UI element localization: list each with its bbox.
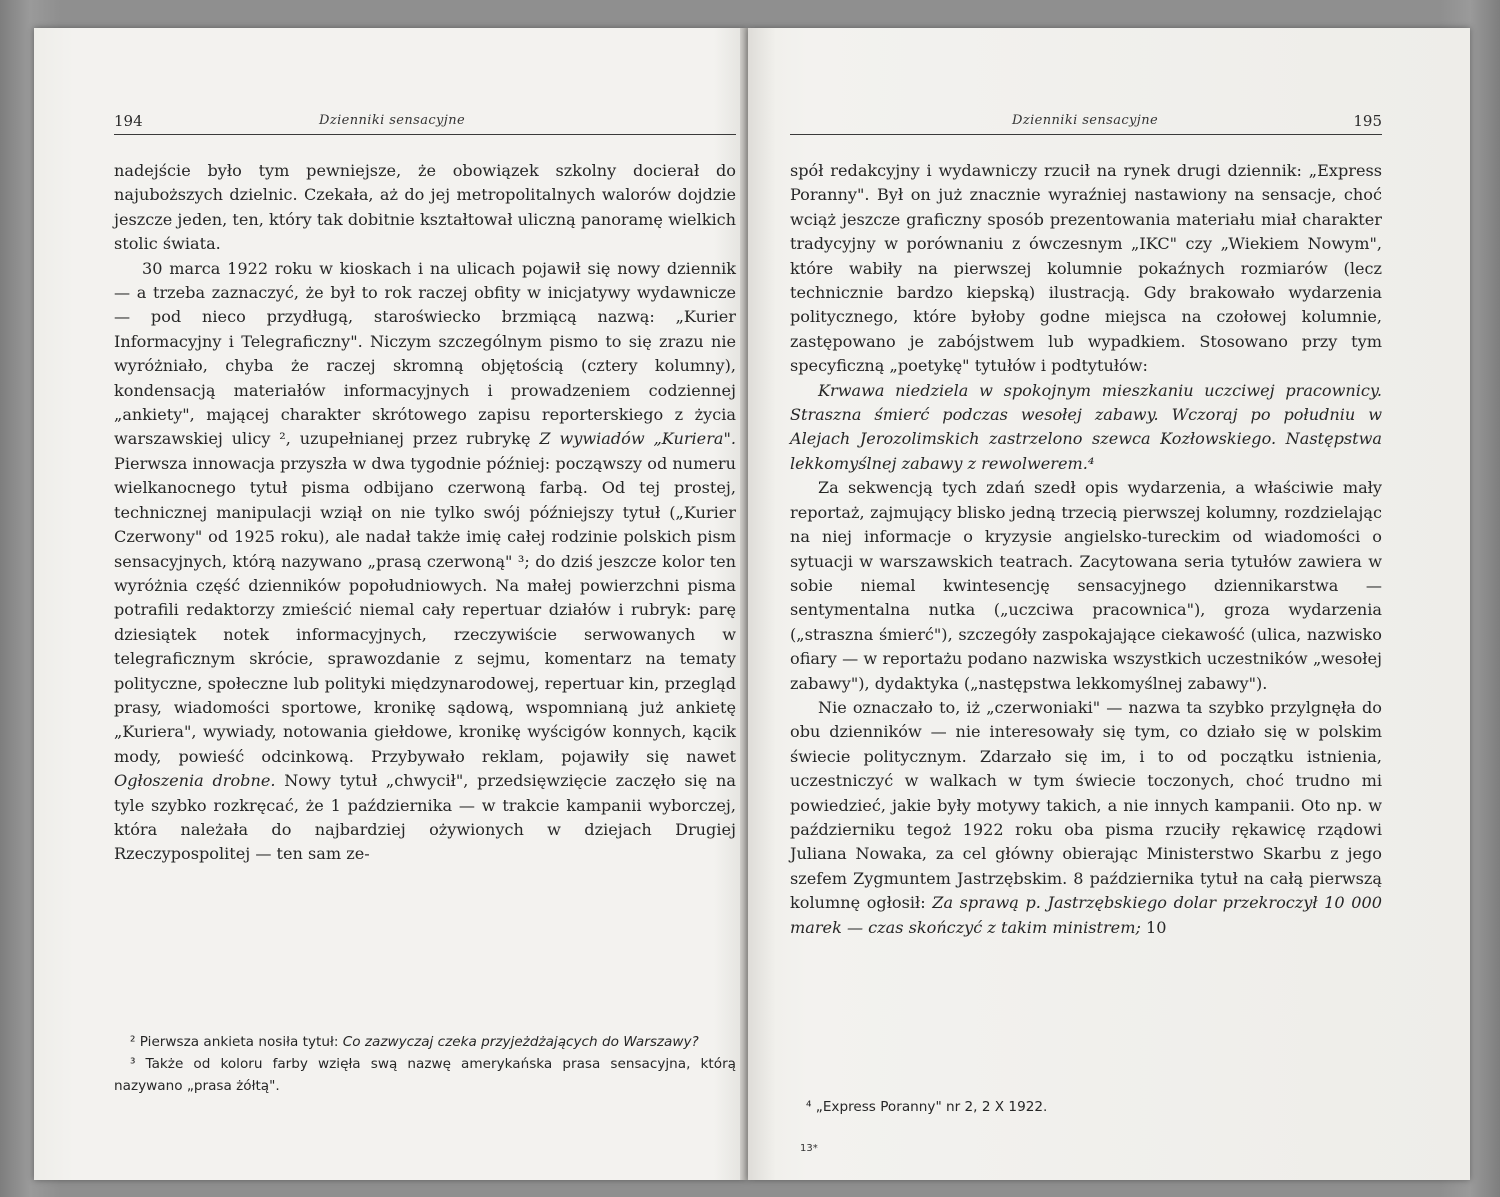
footnote-2: ² Pierwsza ankieta nosiła tytuł: Co zazwyczaj czeka przyjeżdżających do Warszawy? — [130, 1034, 699, 1050]
paragraph: Nie oznaczało to, iż „czerwoniaki" — nazwa ta szybko przylgnęła do obu dzienników — nie interesowały się tym, co działo się w polskim świecie politycznym. Zdarzało się im, i to od początku istnienia, uczestniczyć w walkach w tym świecie toczonych, choć trudno mi powiedzieć, jakie były motywy takich, a nie innych kampanii. Oto np. w październiku tegoż 1922 roku oba pisma rzuciły rękawicę rządowi Juliana Nowaka, za cel główny obierając Ministerstwo Skarbu z jego szefem Zygmuntem Jastrzębskim. 8 października tytuł na całą pierwszą kolumnę ogłosił: Za sprawą p. Jastrzębskiego dolar przekroczył 10 000 marek — czas skończyć z takim ministrem; 10 — [790, 697, 1382, 937]
headline-quote: Krwawa niedziela w spokojnym mieszkaniu uczciwej pracownicy. Straszna śmierć podczas wesołej zabawy. Wczoraj po południu w Alejach Jerozolimskich zastrzelono szewca Kozłowskiego. Następstwa lekkomyślnej zabawy z rewolwerem.⁴ — [790, 380, 1382, 473]
paragraph: 30 marca 1922 roku w kioskach i na ulicach pojawił się nowy dziennik — a trzeba zaznaczyć, że był to rok raczej obfity w inicjatywy wydawnicze — pod nieco przydługą, staroświecko brzmiącą nazwą: „Kurier Informacyjny i Telegraficzny". Niczym szczególnym pismo to się zrazu nie wyróżniało, chyba że raczej skromną objętością (cztery kolumny), kondensacją materiałów informacyjnych i prowadzeniem codziennej „ankiety", mającej charakter skrótowego zapisu reporterskiego z życia warszawskiej ulicy ², uzupełnianej przez rubrykę Z wywiadów „Kuriera". Pierwsza innowacja przyszła w dwa tygodnie później: począwszy od numeru wielkanocnego tytuł pisma odbijano czerwoną farbą. Od tej prostej, technicznej manipulacji wziął on nie tylko swój późniejszy tytuł („Kurier Czerwony" od 1925 roku), ale nadał także imię całej rodzinie polskich pism sensacyjnych, którą nazywano „prasą czerwoną" ³; do dziś jeszcze kolor ten wyróżnia część dzienników popołudniowych. Na małej powierzchni pisma potrafili redaktorzy zmieścić niemal cały repertuar działów i rubryk: parę dziesiątek notek informacyjnych, rzeczywiście serwowanych w telegraficznym skrócie, sprawozdanie z sejmu, komentarz na tematy polityczne, społeczne lub polityki międzynarodowej, repertuar kin, przegląd prasy, wiadomości sportowe, kronikę sądową, wspomnianą już ankietę „Kuriera", wywiady, notowania giełdowe, kronikę wyścigów konnych, kącik mody, powieść odcinkową. Przybywało reklam, pojawiły się nawet Ogłoszenia drobne. Nowy tytuł „chwycił", przedsięwzięcie zaczęło się na tyle szybko rozkręcać, że 1 października — w trakcie kampanii wyborczej, która należała do najbardziej ożywionych w dziejach Drugiej Rzeczypospolitej — ten sam ze- — [114, 258, 736, 864]
paragraph: Za sekwencją tych zdań szedł opis wydarzenia, a właściwie mały reportaż, zajmujący blisko jedną trzecią pierwszej kolumny, rozdzielając na niej informacje o kryzysie angielsko-tureckim od wiadomości o sytuacji w warszawskich teatrach. Zacytowana seria tytułów zawiera w sobie niemal kwintesencję sensacyjnego dziennikarstwa — sentymentalna nutka („uczciwa pracownica"), groza wydarzenia („straszna śmierć"), szczegóły zaspokajające ciekawość (ulica, nazwisko ofiary — w reportażu podano nazwiska wszystkich uczestników „wesołej zabawy"), dydaktyka („następstwa lekkomyślnej zabawy"). — [790, 478, 1382, 693]
right-page-number: 195 — [1353, 112, 1382, 130]
signature-mark: 13* — [800, 1143, 818, 1154]
footnote-3: ³ Także od koloru farby wzięła swą nazwę amerykańska prasa sensacyjna, którą nazywano „prasa żółtą". — [114, 1056, 736, 1094]
right-page — [748, 28, 1470, 1180]
right-body-text — [790, 159, 1382, 940]
right-header — [790, 110, 1382, 135]
left-page — [34, 28, 746, 1180]
right-footnotes — [790, 1096, 1382, 1118]
left-body-text — [114, 159, 736, 867]
right-running-title: Dzienniki sensacyjne — [1012, 113, 1159, 128]
left-running-title: Dzienniki sensacyjne — [319, 113, 466, 128]
left-header — [114, 110, 736, 135]
footnote-4: ⁴ „Express Poranny" nr 2, 2 X 1922. — [806, 1099, 1048, 1115]
paragraph: nadejście było tym pewniejsze, że obowiązek szkolny docierał do najuboższych dzielnic. Czekała, aż do jej metropolitalnych walorów dojdzie jeszcze jeden, ten, który tak dobitnie kształtował uliczną panoramę wielkich stolic świata. — [114, 161, 736, 254]
left-page-number: 194 — [114, 112, 143, 130]
left-footnotes — [114, 1031, 736, 1097]
paragraph: spół redakcyjny i wydawniczy rzucił na rynek drugi dziennik: „Express Poranny". Był on już znacznie wyraźniej nastawiony na sensacje, choć wciąż jeszcze graficzny sposób prezentowania materiału miał charakter tradycyjny w porównaniu z ówczesnym „IKC" czy „Wiekiem Nowym", które wabiły na pierwszej kolumnie pokaźnych rozmiarów (lecz technicznie bardzo kiepską) ilustracją. Gdy brakowało wydarzenia politycznego, które byłoby godne miejsca na czołowej kolumnie, zastępowano je zabójstwem lub wypadkiem. Stosowano przy tym specyficzną „poetykę" tytułów i podtytułów: — [790, 161, 1382, 376]
